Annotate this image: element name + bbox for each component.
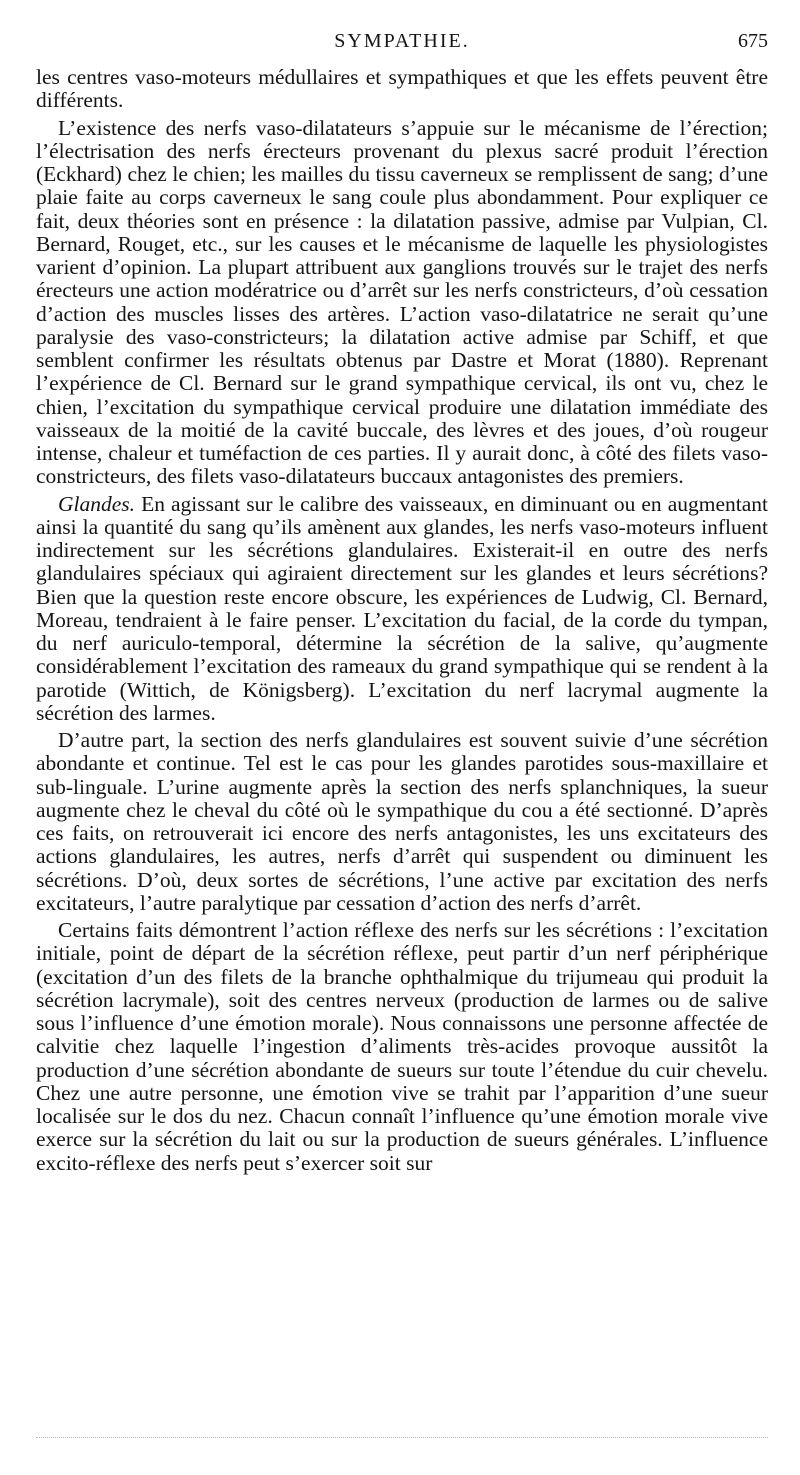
paragraph-text: D’autre part, la section des nerfs glandulaires est souvent suivie d’une sécrétion abondante et continue. Tel est le cas pour les glandes parotides sous-maxillaire et sub-linguale. L’urine augmente après la section des nerfs splanchniques, la sueur augmente chez le cheval du côté où le sympathique du cou a été sectionné. D’après ces faits, on retrouverait ici encore des nerfs antagonistes, les uns excitateurs des actions glandulaires, les autres, nerfs d’arrêt qui suspendent ou diminuent les sécrétions. D’où, deux sortes de sécrétions, l’une active par excitation des nerfs excitateurs, l’autre paralytique par cessation d’action des nerfs d’arrêt. — [36, 728, 768, 915]
paragraph-text: les centres vaso-moteurs médullaires et sympathiques et que les effets peuvent être différents. — [36, 65, 768, 113]
paragraph-section-nerfs — [36, 729, 768, 915]
page-bottom-edge — [36, 1437, 768, 1438]
paragraph-continuation — [36, 66, 768, 113]
page-number: 675 — [738, 30, 768, 52]
paragraph-action-reflexe — [36, 919, 768, 1175]
paragraph-glandes — [36, 493, 768, 726]
running-title: SYMPATHIE. — [334, 30, 470, 52]
paragraph-text: Certains faits démontrent l’action réflexe des nerfs sur les sécrétions : l’excitation initiale, point de départ de la sécrétion réflexe, peut partir d’un nerf périphérique (excitation d’un des filets de la branche ophthalmique du trijumeau qui produit la sécrétion lacrymale), soit des centres nerveux (production de larmes ou de salive sous l’influence d’une émotion morale). Nous connaissons une personne affectée de calvitie chez laquelle l’ingestion d’aliments très-acides provoque aussitôt la production d’une sécrétion abondante de sueurs sur toute l’étendue du cuir chevelu. Chez une autre personne, une émotion vive se trahit par l’apparition d’une sueur localisée sur le dos du nez. Chacun connaît l’influence qu’une émotion morale vive exerce sur la sécrétion du lait ou sur la production de sueurs générales. L’influence excito-réflexe des nerfs peut s’exercer soit sur — [36, 918, 768, 1175]
paragraph-vaso-dilatateurs — [36, 117, 768, 489]
body-text — [36, 66, 768, 1179]
running-head — [36, 30, 768, 56]
paragraph-text: En agissant sur le calibre des vaisseaux, en diminuant ou en augmentant ainsi la quantité du sang qu’ils amènent aux glandes, les nerfs vaso-moteurs influent indirectement sur les sécrétions glandulaires. Existerait-il en outre des nerfs glandulaires spéciaux qui agiraient directement sur les glandes et leurs sécrétions? Bien que la question reste encore obscure, les expériences de Ludwig, Cl. Bernard, Moreau, tendraient à le faire penser. L’excitation du facial, de la corde du tympan, du nerf auriculo-temporal, détermine la sécrétion de la salive, qu’augmente considérablement l’excitation des rameaux du grand sympathique qui se rendent à la parotide (Wittich, de Königsberg). L’excitation du nerf lacrymal augmente la sécrétion des larmes. — [36, 491, 768, 725]
paragraph-text: L’existence des nerfs vaso-dilatateurs s’appuie sur le mécanisme de l’érection; l’électrisation des nerfs érecteurs provenant du plexus sacré produit l’érection (Eckhard) chez le chien; les mailles du tissu caverneux se remplissent de sang; d’une plaie faite au corps caverneux le sang coule plus abondamment. Pour expliquer ce fait, deux théories sont en présence : la dilatation passive, admise par Vulpian, Cl. Bernard, Rouget, etc., sur les causes et le mécanisme de laquelle les physiologistes varient d’opinion. La plupart attribuent aux ganglions trouvés sur le trajet des nerfs érecteurs une action modératrice ou d’arrêt sur les nerfs constricteurs, d’où cessation d’action des muscles lisses des artères. L’action vaso-dilatatrice ne serait qu’une paralysie des vaso-constricteurs; la dilatation active admise par Schiff, et que semblent confirmer les résultats obtenus par Dastre et Morat (1880). Reprenant l’expérience de Cl. Bernard sur le grand sympathique cervical, ils ont vu, chez le chien, l’excitation du sympathique cervical produire une dilatation immédiate des vaisseaux de la moitié de la cavité buccale, des lèvres et des joues, d’où rougeur intense, chaleur et tuméfaction de ces parties. Il y aurait donc, à côté des filets vaso-constricteurs, des filets vaso-dilatateurs buccaux antagonistes des premiers. — [36, 115, 768, 489]
section-heading-glandes: Glandes. — [58, 491, 136, 516]
